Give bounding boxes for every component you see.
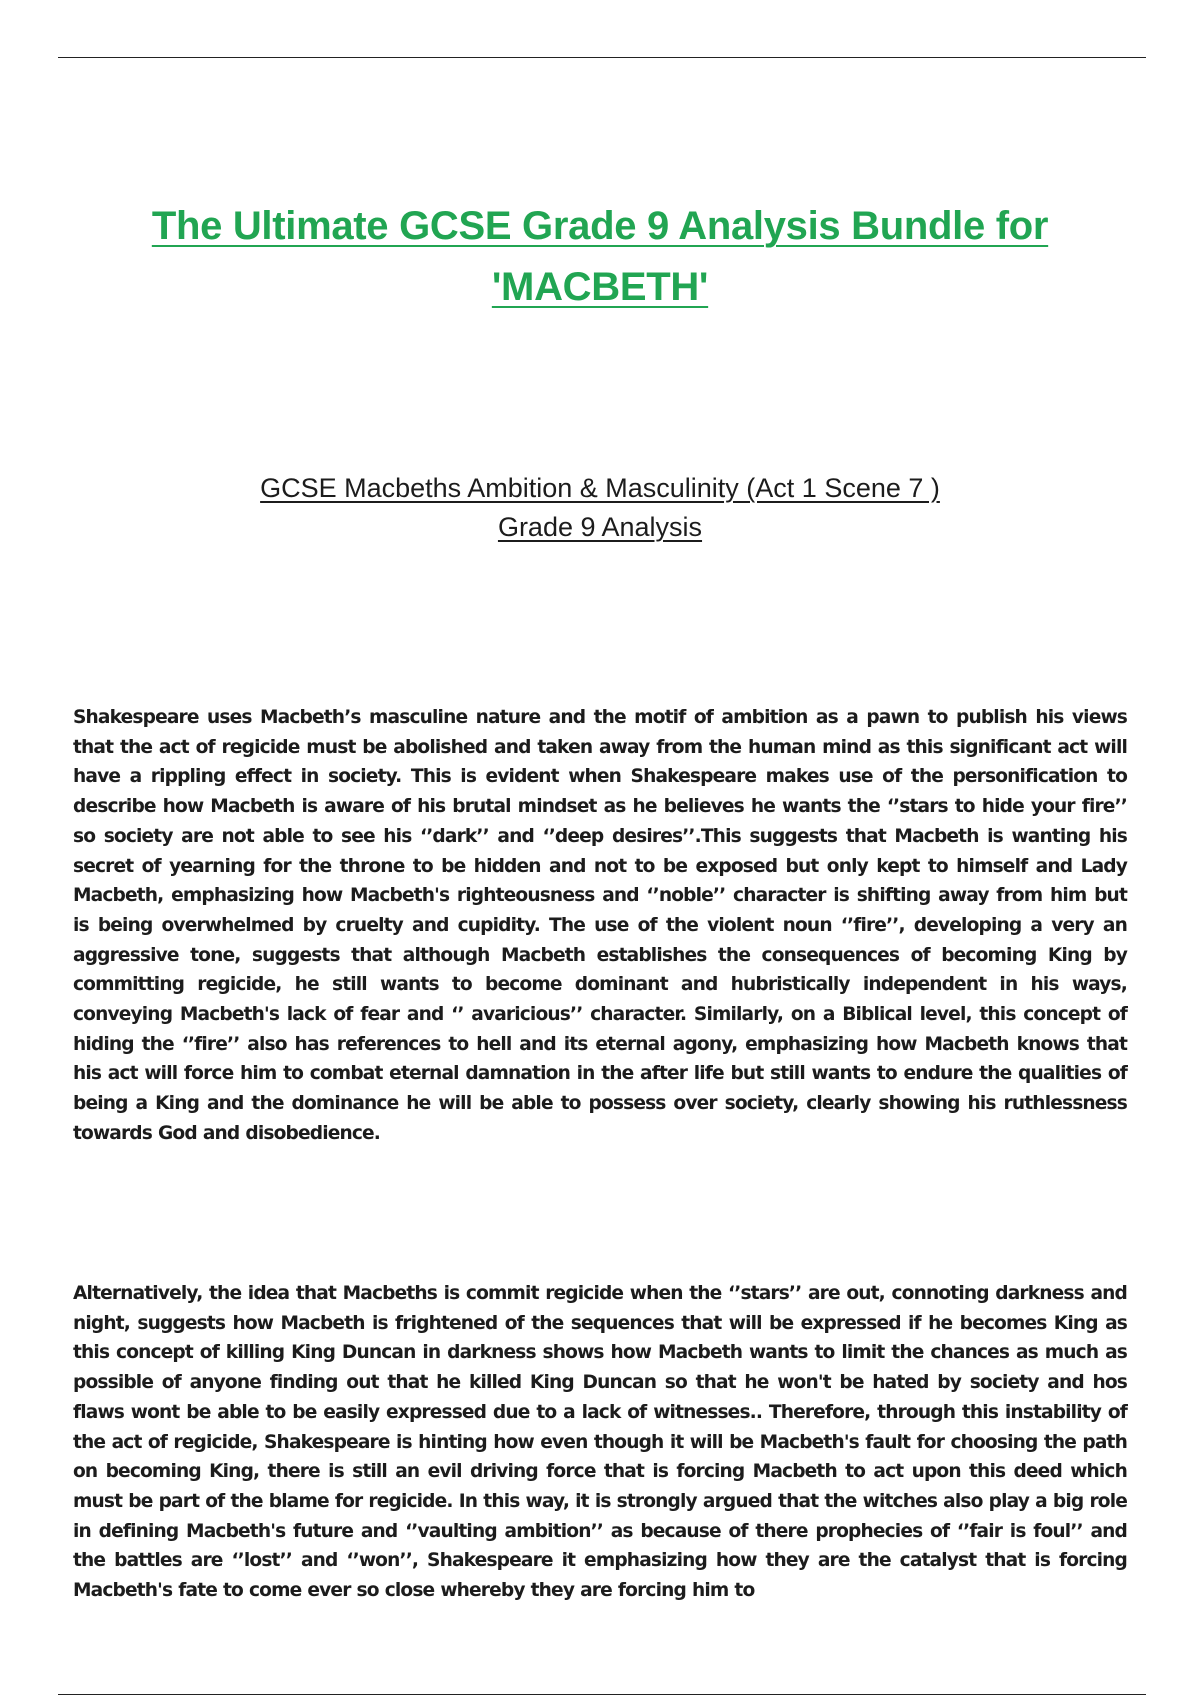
main-title-line-1: The Ultimate GCSE Grade 9 Analysis Bundle for	[151, 204, 1049, 248]
body-paragraph-1: Shakespeare uses Macbeth’s masculine nature and the motif of ambition as a pawn to publish his views that the act of regicide must be abolished and taken away from the human mind as this significant act will have a rippling effect in society. This is evident when Shakespeare makes use of the personification to describe how Macbeth is aware of his brutal mindset as he believes he wants the ‘’stars to hide your fire’’ so society are not able to see his ‘’dark’’ and ‘’deep desires’’.This suggests that Macbeth is wanting his secret of yearning for the throne to be hidden and not to be exposed but only kept to himself and Lady Macbeth, emphasizing how Macbeth's righteousness and ‘’noble’’ character is shifting away from him but is being overwhelmed by cruelty and cupidity. The use of the violent noun ‘’fire’’, developing a very an aggressive tone, suggests that although Macbeth establishes the consequences of becoming King by committing regicide, he still wants to become dominant and hubristically independent in his ways, conveying Macbeth's lack of fear and ‘’ avaricious’’ character. Similarly, on a Biblical level, this concept of hiding the ‘’fire’’ also has references to hell and its eternal agony, emphasizing how Macbeth knows that his act will force him to combat eternal damnation in the after life but still wants to endure the qualities of being a King and the dominance he will be able to possess over society, clearly showing his ruthlessness towards God and disobedience.	[73, 707, 1127, 1144]
subtitle-line-2: Grade 9 Analysis	[497, 512, 703, 542]
main-title	[80, 196, 1120, 318]
main-title-line-2: 'MACBETH'	[491, 265, 709, 309]
top-rule	[58, 57, 1146, 58]
subtitle-line-1: GCSE Macbeths Ambition & Masculinity (Act 1 Scene 7 )	[260, 473, 940, 503]
section-subtitle	[100, 469, 1100, 547]
body-paragraph-2: Alternatively, the idea that Macbeths is commit regicide when the ‘’stars’’ are out, connoting darkness and night, suggests how Macbeth is frightened of the sequences that will be expressed if he becomes King as this concept of killing King Duncan in darkness shows how Macbeth wants to limit the chances as much as possible of anyone finding out that he killed King Duncan so that he won't be hated by society and hos flaws wont be able to be easily expressed due to a lack of witnesses.. Therefore, through this instability of the act of regicide, Shakespeare is hinting how even though it will be Macbeth's fault for choosing the path on becoming King, there is still an evil driving force that is forcing Macbeth to act upon this deed which must be part of the blame for regicide. In this way, it is strongly argued that the witches also play a big role in defining Macbeth's future and ‘’vaulting ambition’’ as because of there prophecies of ‘’fair is foul’’ and the battles are ‘’lost’’ and ‘’won’’, Shakespeare it emphasizing how they are the catalyst that is forcing Macbeth's fate to come ever so close whereby they are forcing him to	[73, 1283, 1127, 1602]
bottom-rule	[58, 1694, 1146, 1695]
